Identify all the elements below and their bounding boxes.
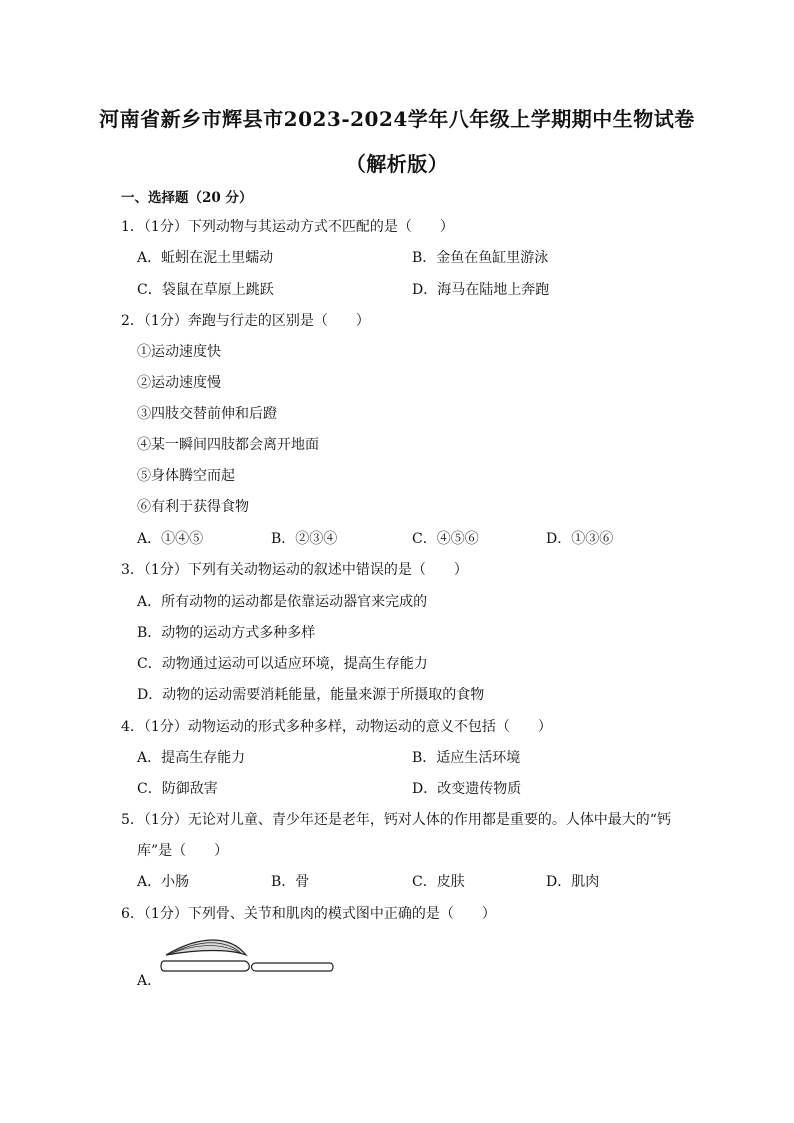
q4-option-a: A．提高生存能力 — [137, 750, 246, 766]
bone-joint-muscle-diagram — [160, 933, 335, 979]
q5-option-c: C．皮肤 — [412, 874, 465, 890]
q3-option-c: C．动物通过运动可以适应环境，提高生存能力 — [137, 656, 428, 672]
bone-left-end — [161, 961, 164, 971]
q2-option-a: A．①④⑤ — [137, 531, 204, 547]
bone-right-end — [330, 963, 333, 971]
q3-option-d: D．动物的运动需要消耗能量，能量来源于所摄取的食物 — [137, 687, 485, 703]
bone-right-joint-end — [252, 963, 257, 971]
q3-option-b: B．动物的运动方式多种多样 — [137, 625, 316, 641]
q2-option-b: B．②③④ — [271, 531, 338, 547]
q1-option-c: C．袋鼠在草原上跳跃 — [137, 282, 274, 298]
q2-item-5: ⑤身体腾空而起 — [137, 468, 235, 484]
q2-item-4: ④某一瞬间四肢都会离开地面 — [137, 437, 319, 453]
question-2: 2．（1分）奔跑与行走的区别是（ ） — [121, 313, 370, 329]
question-3: 3．（1分）下列有关动物运动的叙述中错误的是（ ） — [121, 562, 468, 578]
question-4: 4．（1分）动物运动的形式多种多样，动物运动的意义不包括（ ） — [121, 719, 552, 735]
q5-option-d: D．肌肉 — [546, 874, 600, 890]
q1-option-b: B．金鱼在鱼缸里游泳 — [412, 250, 549, 266]
q1-option-a: A．蚯蚓在泥土里蠕动 — [137, 250, 274, 266]
question-5-line-2: 库”是（ ） — [137, 843, 229, 859]
page-title: 河南省新乡市辉县市2023-2024学年八年级上学期期中生物试卷 — [99, 107, 695, 131]
q3-option-a: A．所有动物的运动都是依靠运动器官来完成的 — [137, 594, 428, 610]
q4-option-b: B．适应生活环境 — [412, 750, 521, 766]
page-subtitle: （解析版） — [345, 152, 449, 176]
q2-item-2: ②运动速度慢 — [137, 375, 221, 391]
q4-option-c: C．防御敌害 — [137, 781, 218, 797]
q2-item-6: ⑥有利于获得食物 — [137, 499, 249, 515]
q6-option-a-label: A． — [137, 973, 162, 989]
bone-left-joint-end — [244, 961, 249, 971]
q2-option-c: C．④⑤⑥ — [412, 531, 479, 547]
q2-item-3: ③四肢交替前伸和后蹬 — [137, 406, 277, 422]
q1-option-d: D．海马在陆地上奔跑 — [412, 282, 550, 298]
q5-option-b: B．骨 — [271, 874, 310, 890]
question-6: 6．（1分）下列骨、关节和肌肉的模式图中正确的是（ ） — [121, 906, 496, 922]
q5-option-a: A．小肠 — [137, 874, 190, 890]
q4-option-d: D．改变遗传物质 — [412, 781, 522, 797]
section-heading: 一、选择题（20 分） — [121, 190, 253, 206]
muscle-shape — [166, 940, 246, 955]
q2-option-d: D．①③⑥ — [546, 531, 614, 547]
q2-item-1: ①运动速度快 — [137, 344, 221, 360]
question-5-line-1: 5．（1分）无论对儿童、青少年还是老年，钙对人体的作用都是重要的。人体中最大的“钙 — [121, 812, 671, 828]
question-1: 1．（1分）下列动物与其运动方式不匹配的是（ ） — [121, 219, 454, 235]
